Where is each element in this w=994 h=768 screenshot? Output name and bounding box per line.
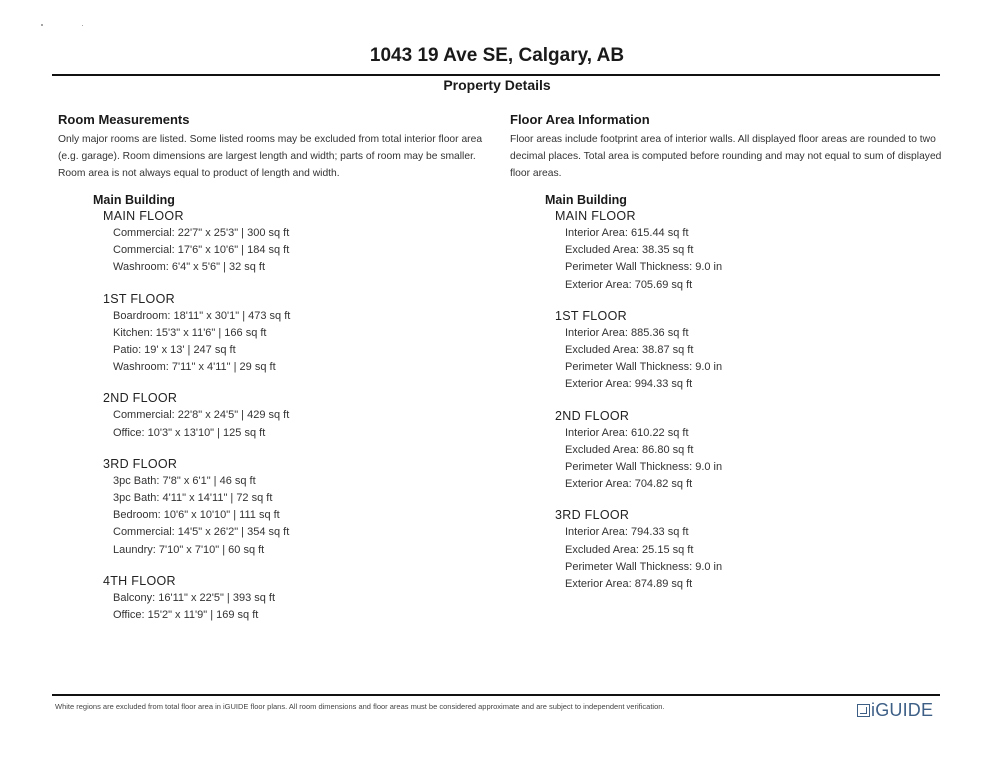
areas-floor-name: 1ST FLOOR	[555, 308, 627, 323]
rooms-floor-item: Patio: 19' x 13' | 247 sq ft	[113, 344, 236, 357]
rooms-floor-item: Commercial: 22'7" x 25'3" | 300 sq ft	[113, 227, 290, 239]
areas-floor	[555, 507, 950, 593]
room-measurements-heading: Room Measurements	[58, 112, 190, 127]
areas-floor-item: Perimeter Wall Thickness: 9.0 in	[565, 261, 723, 274]
iguide-logo-text: iGUIDE	[871, 699, 934, 720]
areas-floor-name: 3RD FLOOR	[555, 508, 630, 523]
rooms-floor-item: Bedroom: 10'6" x 10'10" | 111 sq ft	[113, 509, 280, 522]
areas-floor-item: Perimeter Wall Thickness: 9.0 in	[565, 361, 723, 374]
rooms-floor	[103, 573, 488, 624]
areas-floor-item: Interior Area: 885.36 sq ft	[565, 326, 689, 339]
rooms-floor-item: Office: 15'2" x 11'9" | 169 sq ft	[113, 609, 259, 622]
rooms-floor-item: 3pc Bath: 7'8" x 6'1" | 46 sq ft	[113, 474, 256, 487]
rooms-floor-name: 3RD FLOOR	[103, 456, 178, 471]
areas-floor-item: Perimeter Wall Thickness: 9.0 in	[565, 560, 723, 573]
rooms-floor-item: Laundry: 7'10" x 7'10" | 60 sq ft	[113, 543, 265, 556]
footer-divider	[52, 694, 940, 696]
areas-floor	[555, 408, 950, 494]
rooms-floor-item: Washroom: 6'4" x 5'6" | 32 sq ft	[113, 261, 266, 274]
area-floor-list	[545, 208, 950, 593]
rooms-floor-name: 1ST FLOOR	[103, 291, 175, 306]
rooms-floor-item: 3pc Bath: 4'11" x 14'11" | 72 sq ft	[113, 492, 273, 505]
area-building-title: Main Building	[545, 193, 627, 207]
areas-floor-item: Excluded Area: 38.87 sq ft	[565, 344, 694, 357]
room-measurements-description: Only major rooms are listed. Some listed rooms may be excluded from total interior floor area (e.g. garage). Room dimensions are largest length and width; parts of room may be smaller. Room area is not always equal to product of length and width.	[58, 134, 483, 179]
scan-speck	[41, 24, 43, 26]
rooms-floor-item: Kitchen: 15'3" x 11'6" | 166 sq ft	[113, 326, 267, 339]
rooms-floor-item: Office: 10'3" x 13'10" | 125 sq ft	[113, 426, 266, 439]
rooms-floor	[103, 208, 488, 277]
rooms-floor-item: Boardroom: 18'11" x 30'1" | 473 sq ft	[113, 309, 291, 322]
rooms-floor-name: MAIN FLOOR	[103, 209, 184, 223]
area-building	[545, 192, 950, 593]
areas-floor-name: 2ND FLOOR	[555, 408, 630, 423]
areas-floor-name: MAIN FLOOR	[555, 209, 636, 223]
room-floor-list	[93, 208, 488, 624]
rooms-floor-item: Commercial: 14'5" x 26'2" | 354 sq ft	[113, 526, 290, 539]
room-measurements-section	[58, 112, 488, 638]
room-building	[93, 192, 488, 624]
areas-floor-item: Exterior Area: 704.82 sq ft	[565, 478, 693, 491]
rooms-floor-item: Balcony: 16'11" x 22'5" | 393 sq ft	[113, 591, 276, 604]
floor-area-description: Floor areas include footprint area of interior walls. All displayed floor areas are rounded to two decimal places. Total area is computed before rounding and may not equal to sum of displayed floor areas.	[510, 134, 942, 179]
areas-floor	[555, 308, 950, 394]
areas-floor-item: Interior Area: 610.22 sq ft	[565, 426, 689, 439]
rooms-floor-name: 2ND FLOOR	[103, 391, 178, 406]
iguide-logo	[857, 700, 933, 720]
areas-floor-item: Excluded Area: 86.80 sq ft	[565, 443, 694, 456]
areas-floor-item: Interior Area: 794.33 sq ft	[565, 526, 689, 539]
floor-area-section	[510, 112, 950, 607]
rooms-floor-item: Washroom: 7'11" x 4'11" | 29 sq ft	[113, 361, 276, 374]
page-title: 1043 19 Ave SE, Calgary, AB	[369, 45, 625, 66]
iguide-logo-icon	[857, 704, 870, 717]
rooms-floor	[103, 291, 488, 377]
room-building-title: Main Building	[93, 193, 175, 207]
rooms-floor-name: 4TH FLOOR	[103, 573, 176, 588]
rooms-floor	[103, 390, 488, 441]
rooms-floor	[103, 456, 488, 559]
areas-floor-item: Exterior Area: 705.69 sq ft	[565, 278, 693, 291]
page-subtitle: Property Details	[443, 77, 551, 93]
rooms-floor-item: Commercial: 22'8" x 24'5" | 429 sq ft	[113, 409, 290, 422]
areas-floor-item: Exterior Area: 994.33 sq ft	[565, 378, 693, 391]
rooms-floor-item: Commercial: 17'6" x 10'6" | 184 sq ft	[113, 244, 290, 257]
areas-floor	[555, 208, 950, 294]
areas-floor-item: Perimeter Wall Thickness: 9.0 in	[565, 461, 723, 474]
areas-floor-item: Exterior Area: 874.89 sq ft	[565, 578, 693, 591]
scan-speck	[82, 25, 83, 26]
areas-floor-item: Excluded Area: 38.35 sq ft	[565, 244, 694, 257]
areas-floor-item: Excluded Area: 25.15 sq ft	[565, 543, 694, 556]
areas-floor-item: Interior Area: 615.44 sq ft	[565, 227, 689, 239]
header-divider	[52, 74, 940, 76]
footer-disclaimer: White regions are excluded from total floor area in iGUIDE floor plans. All room dimensions and floor areas must be considered approximate and are subject to independent verification.	[55, 702, 665, 711]
floor-area-heading: Floor Area Information	[510, 112, 650, 127]
